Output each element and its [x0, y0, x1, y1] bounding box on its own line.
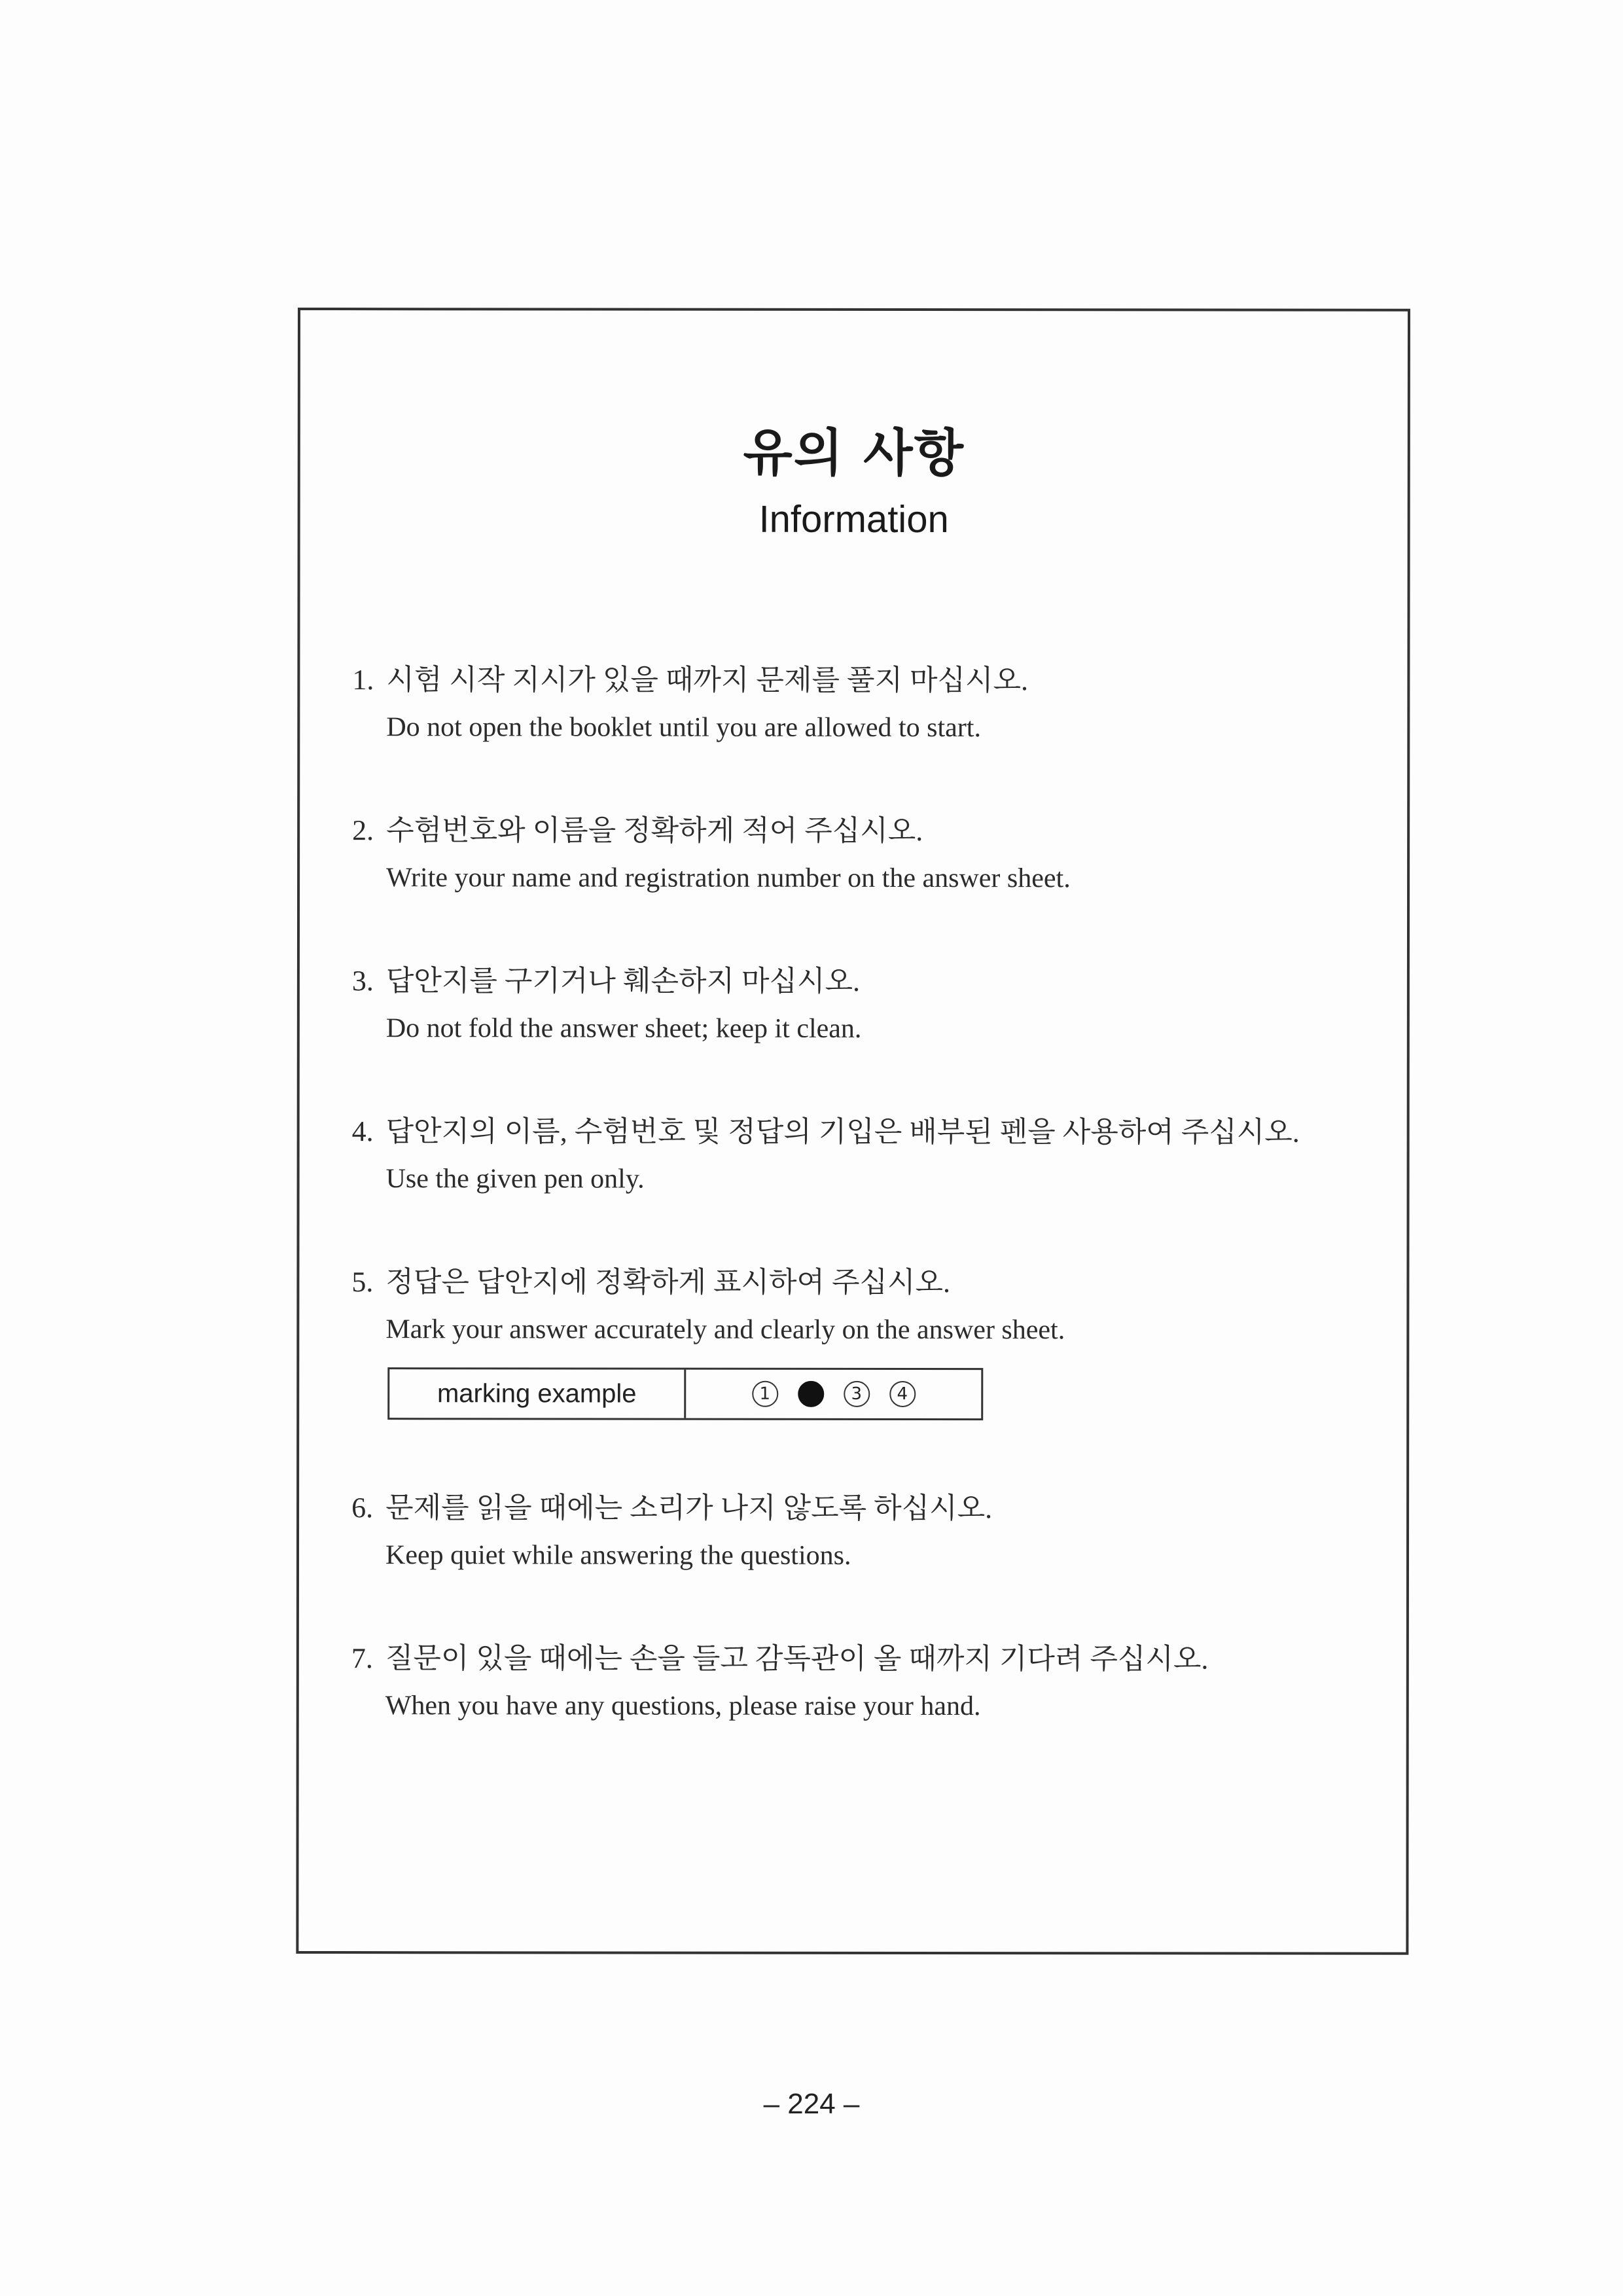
instruction-ko-text: 수험번호와 이름을 정확하게 적어 주십시오.	[386, 814, 923, 848]
instruction-number: 1.	[352, 664, 374, 696]
answer-option-1: 1	[752, 1381, 778, 1407]
page-number: – 224 –	[763, 2088, 860, 2120]
instruction-en: Keep quiet while answering the questions.	[385, 1540, 851, 1571]
instruction-en: Mark your answer accurately and clearly on the answer sheet.	[385, 1314, 1065, 1346]
answer-option-filled	[798, 1381, 824, 1407]
instruction-number: 3.	[351, 965, 374, 997]
instruction-number: 7.	[351, 1642, 373, 1675]
information-box	[296, 308, 1410, 1955]
instruction-item-7	[351, 1639, 1372, 1725]
instruction-item-5	[351, 1263, 1372, 1349]
instruction-item-2	[352, 811, 1373, 897]
instruction-ko	[352, 660, 1373, 701]
title-english: Information	[758, 497, 949, 541]
marking-example-options	[686, 1370, 981, 1418]
instruction-ko	[351, 1639, 1372, 1679]
instruction-ko	[351, 1263, 1372, 1303]
marking-example-box	[387, 1367, 983, 1420]
instruction-en: Do not fold the answer sheet; keep it clean.	[385, 1013, 862, 1044]
instruction-item-3	[352, 961, 1373, 1048]
instruction-item-4	[352, 1112, 1373, 1198]
marking-example-label: marking example	[389, 1369, 686, 1418]
instruction-number: 2.	[352, 814, 374, 847]
answer-option-4: 4	[889, 1381, 916, 1407]
instruction-number: 6.	[351, 1492, 374, 1524]
instruction-item-6	[351, 1488, 1372, 1575]
instruction-ko	[351, 1488, 1372, 1529]
instruction-ko-text: 문제를 읽을 때에는 소리가 나지 않도록 하십시오.	[385, 1492, 993, 1525]
answer-option-3: 3	[844, 1381, 870, 1407]
instruction-en: Write your name and registration number on the answer sheet.	[386, 863, 1071, 894]
instruction-number: 5.	[351, 1266, 374, 1299]
instruction-ko-text: 답안지의 이름, 수험번호 및 정답의 기입은 배부된 펜을 사용하여 주십시오.	[385, 1115, 1300, 1149]
instruction-ko	[352, 961, 1373, 1002]
instruction-en: When you have any questions, please raise your hand.	[385, 1691, 981, 1722]
instruction-ko	[352, 1112, 1373, 1153]
instruction-ko-text: 질문이 있을 때에는 손을 들고 감독관이 올 때까지 기다려 주십시오.	[385, 1642, 1209, 1676]
instruction-item-1	[352, 660, 1373, 747]
title-korean: 유의 사항	[743, 423, 965, 484]
instruction-ko-text: 답안지를 구기거나 훼손하지 마십시오.	[385, 965, 861, 997]
instruction-en: Use the given pen only.	[385, 1164, 645, 1194]
instruction-ko-text: 정답은 답안지에 정확하게 표시하여 주십시오.	[385, 1266, 951, 1299]
instruction-en: Do not open the booklet until you are allowed to start.	[386, 712, 981, 744]
instruction-ko	[352, 811, 1373, 852]
instruction-number: 4.	[351, 1115, 374, 1148]
instruction-ko-text: 시험 시작 지시가 있을 때까지 문제를 풀지 마십시오.	[386, 664, 1029, 697]
